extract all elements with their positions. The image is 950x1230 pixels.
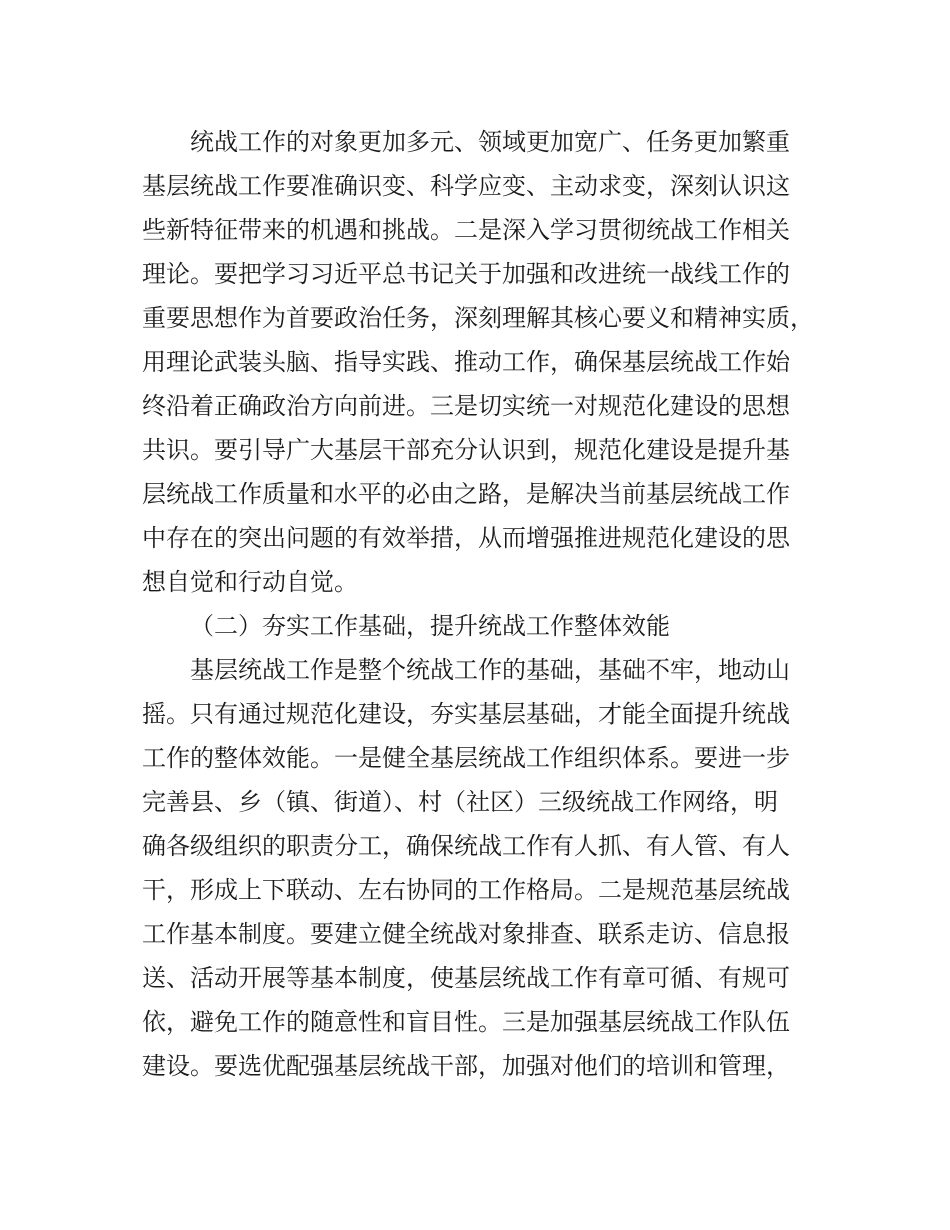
text-line: 统战工作的对象更加多元、领域更加宽广、任务更加繁重 [190,128,790,156]
text-line: 中存在的突出问题的有效举措，从而增强推进规范化建设的思 [142,524,790,552]
text-line: 基层统战工作要准确识变、科学应变、主动求变，深刻认识这 [142,172,790,200]
text-line: 送、活动开展等基本制度，使基层统战工作有章可循、有规可 [142,964,790,992]
text-line: 重要思想作为首要政治任务，深刻理解其核心要义和精神实质， [142,304,814,332]
text-line: 完善县、乡（镇、街道）、村（社区）三级统战工作网络，明 [142,788,778,816]
section-heading: （二）夯实工作基础，提升统战工作整体效能 [190,612,670,640]
text-line: 确各级组织的职责分工，确保统战工作有人抓、有人管、有人 [142,832,790,860]
text-line: 层统战工作质量和水平的必由之路，是解决当前基层统战工作 [142,480,790,508]
text-line: 干，形成上下联动、左右协同的工作格局。二是规范基层统战 [142,876,790,904]
text-line: 共识。要引导广大基层干部充分认识到，规范化建设是提升基 [142,436,790,464]
text-line: 依，避免工作的随意性和盲目性。三是加强基层统战工作队伍 [142,1008,790,1036]
text-line: 工作的整体效能。一是健全基层统战工作组织体系。要进一步 [142,744,790,772]
text-line: 基层统战工作是整个统战工作的基础，基础不牢，地动山 [190,656,790,684]
text-line: 理论。要把学习习近平总书记关于加强和改进统一战线工作的 [142,260,790,288]
text-line: 终沿着正确政治方向前进。三是切实统一对规范化建设的思想 [142,392,790,420]
text-line: 用理论武装头脑、指导实践、推动工作，确保基层统战工作始 [142,348,790,376]
text-line: 想自觉和行动自觉。 [142,568,358,596]
text-line: 摇。只有通过规范化建设，夯实基层基础，才能全面提升统战 [142,700,790,728]
text-line: 些新特征带来的机遇和挑战。二是深入学习贯彻统战工作相关 [142,216,790,244]
text-line: 建设。要选优配强基层统战干部，加强对他们的培训和管理， [142,1052,790,1080]
document-body [142,120,842,1088]
text-line: 工作基本制度。要建立健全统战对象排查、联系走访、信息报 [142,920,790,948]
